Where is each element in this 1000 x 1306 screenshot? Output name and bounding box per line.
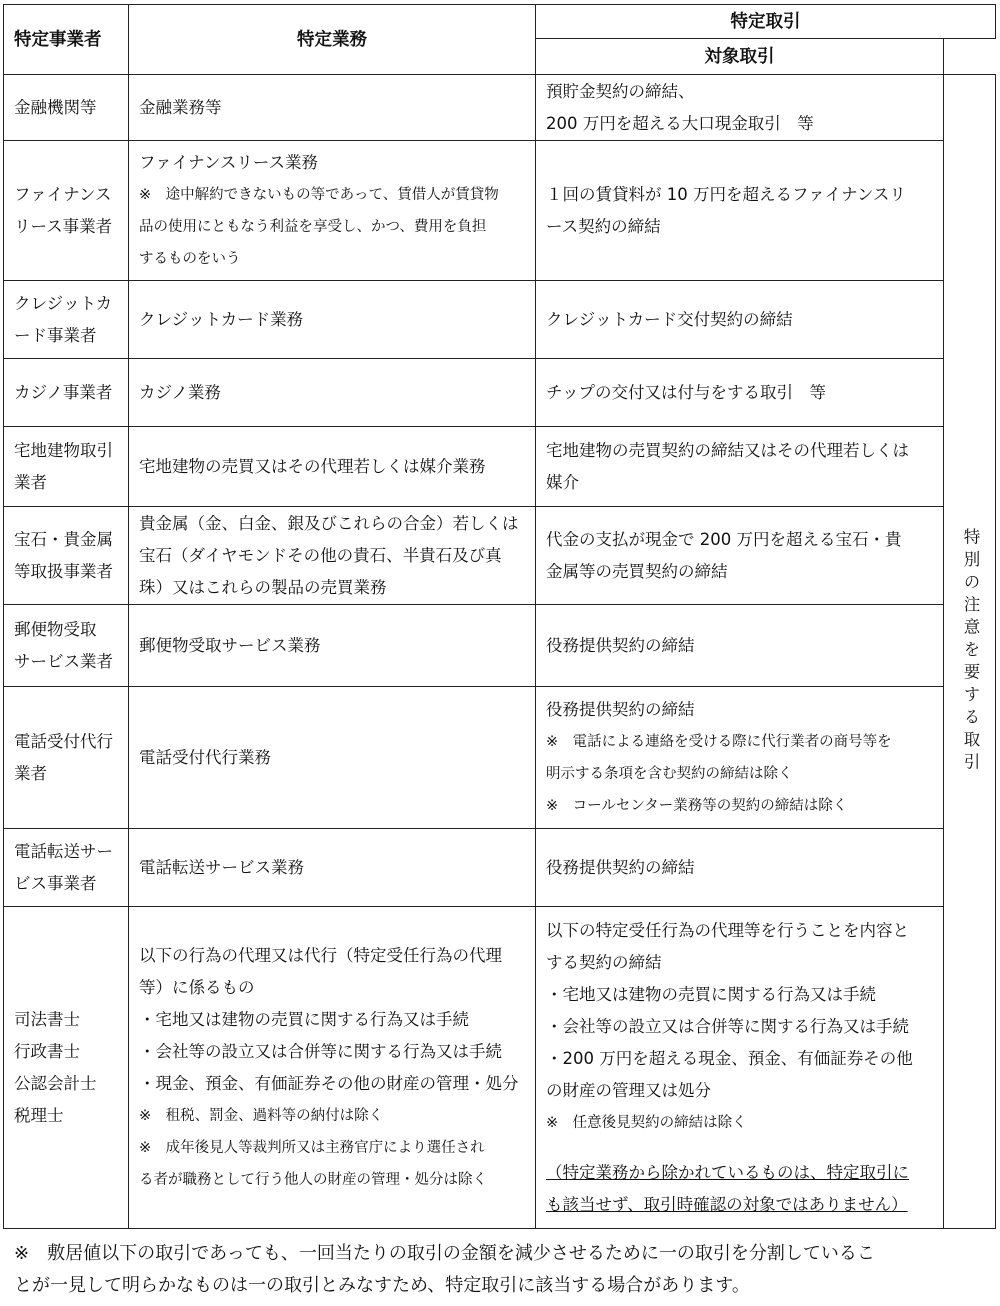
work-line: 宅地建物の売買又はその代理若しくは媒介業務 <box>139 456 486 476</box>
specified-transactions-table <box>3 4 996 1229</box>
table-row <box>4 605 996 687</box>
work-cell <box>129 829 536 907</box>
table-row <box>4 281 996 359</box>
business-line: 宝石・貴金属 <box>14 529 113 549</box>
target-line: チップの交付又は付与をする取引 等 <box>546 382 827 402</box>
work-cell <box>129 141 536 281</box>
work-line: 宝石（ダイヤモンドその他の貴石、半貴石及び真 <box>139 545 502 565</box>
work-cell <box>129 687 536 829</box>
target-notes-line: 明示する条項を含む契約の締結は除く <box>546 765 793 782</box>
target-line: ース契約の締結 <box>546 216 661 236</box>
target-line: の財産の管理又は処分 <box>546 1080 711 1100</box>
table-row <box>4 829 996 907</box>
work-line: ・宅地又は建物の売買に関する行為又は手続 <box>139 1009 469 1029</box>
target-cell <box>536 141 944 281</box>
work-line: 電話転送サービス業務 <box>139 857 304 877</box>
business-line: クレジットカ <box>14 293 113 313</box>
footnote-line-2: とが一見して明らかなものは一の取引とみなすため、特定取引に該当する場合があります。 <box>14 1275 750 1296</box>
work-cell <box>129 507 536 605</box>
table-row <box>4 507 996 605</box>
business-cell <box>4 605 129 687</box>
target-cell <box>536 75 944 141</box>
header-transaction: 特定取引 <box>536 5 996 39</box>
business-cell <box>4 75 129 141</box>
work-line: 金融業務等 <box>139 97 222 117</box>
business-line: 宅地建物取引 <box>14 440 113 460</box>
work-line: 以下の行為の代理又は代行（特定受任行為の代理 <box>139 945 502 965</box>
business-cell <box>4 907 129 1229</box>
work-cell <box>129 281 536 359</box>
business-line: 等取扱事業者 <box>14 561 113 581</box>
work-notes-line: ※ 成年後見人等裁判所又は主務官庁により選任され <box>139 1139 485 1156</box>
target-line: 媒介 <box>546 472 579 492</box>
business-cell <box>4 507 129 605</box>
work-line: 電話受付代行業務 <box>139 747 271 767</box>
footnote-line-1: ※ 敷居値以下の取引であっても、一回当たりの取引の金額を減少させるために一の取引を分割しているこ <box>14 1243 875 1264</box>
business-line: ード事業者 <box>14 325 97 345</box>
table-row <box>4 907 996 1229</box>
table-row <box>4 427 996 507</box>
target-line: 代金の支払が現金で 200 万円を超える宝石・貴 <box>546 529 902 549</box>
header-work: 特定業務 <box>129 5 536 75</box>
target-line: １回の賃貸料が 10 万円を超えるファイナンスリ <box>546 184 906 204</box>
business-line: ビス事業者 <box>14 873 97 893</box>
business-line: 電話転送サー <box>14 841 113 861</box>
work-line: 貴金属（金、白金、銀及びこれらの合金）若しくは <box>139 513 519 533</box>
header-target: 対象取引 <box>536 39 944 75</box>
business-line: カジノ事業者 <box>14 382 113 402</box>
business-line: 金融機関等 <box>14 97 97 117</box>
target-cell <box>536 605 944 687</box>
target-cell <box>536 427 944 507</box>
target-underlined-line: も該当せず、取引時確認の対象ではありません） <box>546 1194 908 1214</box>
business-cell <box>4 829 129 907</box>
target-line: 200 万円を超える大口現金取引 等 <box>546 113 814 133</box>
target-cell <box>536 507 944 605</box>
work-notes-line: る者が職務として行う他人の財産の管理・処分は除く <box>139 1171 487 1188</box>
table-row <box>4 359 996 427</box>
target-cell <box>536 907 944 1229</box>
target-cell <box>536 359 944 427</box>
target-line: 役務提供契約の締結 <box>546 635 695 655</box>
business-line: 行政書士 <box>14 1041 80 1061</box>
target-line: 役務提供契約の締結 <box>546 699 695 719</box>
target-line: する契約の締結 <box>546 952 662 972</box>
target-line: ・200 万円を超える現金、預金、有価証券その他 <box>546 1048 913 1068</box>
target-line: クレジットカード交付契約の締結 <box>546 309 793 329</box>
footnote <box>14 1238 990 1302</box>
business-line: 電話受付代行 <box>14 731 113 751</box>
target-line: 預貯金契約の締結、 <box>546 81 695 101</box>
business-cell <box>4 359 129 427</box>
spacer <box>546 1139 933 1157</box>
table-row <box>4 687 996 829</box>
business-cell <box>4 141 129 281</box>
work-notes-line: ※ 租税、罰金、過料等の納付は除く <box>139 1107 384 1124</box>
business-cell <box>4 281 129 359</box>
business-line: リース事業者 <box>14 216 113 236</box>
business-line: 公認会計士 <box>14 1073 97 1093</box>
work-cell <box>129 605 536 687</box>
business-line: ファイナンス <box>14 184 112 204</box>
work-notes-line: ※ 途中解約できないもの等であって、賃借人が賃貸物 <box>139 186 499 203</box>
special-attention-cell <box>944 75 996 1229</box>
target-line: 金属等の売買契約の締結 <box>546 561 728 581</box>
target-line: ・宅地又は建物の売買に関する行為又は手続 <box>546 984 876 1004</box>
work-line: 珠）又はこれらの製品の売買業務 <box>139 577 387 597</box>
business-cell <box>4 687 129 829</box>
business-cell <box>4 427 129 507</box>
work-cell <box>129 359 536 427</box>
table-row <box>4 141 996 281</box>
target-cell <box>536 829 944 907</box>
work-cell <box>129 427 536 507</box>
target-line: 役務提供契約の締結 <box>546 857 695 877</box>
work-notes-line: するものをいう <box>139 250 241 267</box>
business-line: サービス業者 <box>14 651 113 671</box>
work-cell <box>129 907 536 1229</box>
work-line: クレジットカード業務 <box>139 309 304 329</box>
work-cell <box>129 75 536 141</box>
work-line: 郵便物受取サービス業務 <box>139 635 321 655</box>
table-row <box>4 75 996 141</box>
special-attention-label: 特別の注意を要する取引 <box>961 527 980 776</box>
work-notes-line: 品の使用にともなう利益を享受し、かつ、費用を負担 <box>139 218 487 235</box>
business-line: 業者 <box>14 472 47 492</box>
business-line: 郵便物受取 <box>14 619 97 639</box>
business-line: 税理士 <box>14 1105 64 1125</box>
work-line: 等）に係るもの <box>139 977 255 997</box>
target-cell <box>536 687 944 829</box>
target-line: 以下の特定受任行為の代理等を行うことを内容と <box>546 920 909 940</box>
business-line: 業者 <box>14 763 47 783</box>
work-line: ファイナンスリース業務 <box>139 152 319 172</box>
target-line: ・会社等の設立又は合併等に関する行為又は手続 <box>546 1016 909 1036</box>
work-line: ・会社等の設立又は合併等に関する行為又は手続 <box>139 1041 502 1061</box>
target-line: 宅地建物の売買契約の締結又はその代理若しくは <box>546 440 909 460</box>
work-line: ・現金、預金、有価証券その他の財産の管理・処分 <box>139 1073 519 1093</box>
target-notes-line: ※ 電話による連絡を受ける際に代行業者の商号等を <box>546 733 892 750</box>
work-line: カジノ業務 <box>139 382 221 402</box>
target-notes-line: ※ コールセンター業務等の契約の締結は除く <box>546 797 848 814</box>
target-cell <box>536 281 944 359</box>
target-underlined-line: （特定業務から除かれているものは、特定取引に <box>546 1162 909 1182</box>
business-line: 司法書士 <box>14 1009 80 1029</box>
target-notes-line: ※ 任意後見契約の締結は除く <box>546 1114 747 1131</box>
header-business: 特定事業者 <box>4 5 129 75</box>
table-body <box>4 75 996 1229</box>
